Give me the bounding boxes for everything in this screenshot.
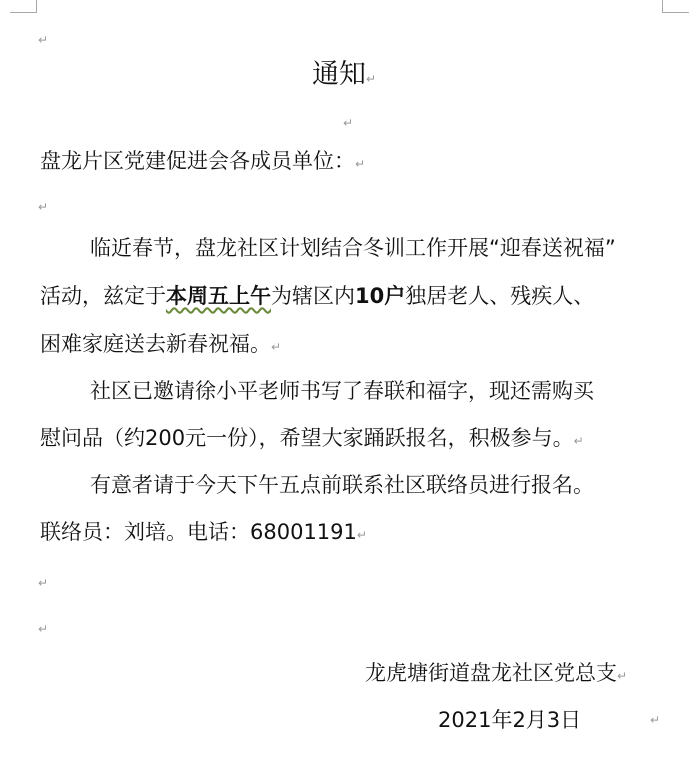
paragraph-1-line-1[interactable]: 临近春节，盘龙社区计划结合冬训工作开展“迎春送祝福” [90, 236, 616, 260]
paragraph-3-line-1[interactable]: 有意者请于今天下午五点前联系社区联络员进行报名。 [90, 473, 594, 497]
margin-corner-top-right [662, 0, 689, 13]
paragraph-mark: ↵ [343, 116, 354, 130]
paragraph-1-line-3[interactable]: 困难家庭送去新春祝福。↵ [40, 332, 282, 356]
salutation[interactable]: 盘龙片区党建促进会各成员单位：↵ [40, 149, 366, 173]
paragraph-2-line-2[interactable]: 慰问品（约200元一份），希望大家踊跃报名，积极参与。↵ [40, 426, 584, 450]
paragraph-mark: ↵ [38, 576, 49, 590]
signature-organization[interactable]: 龙虎塘街道盘龙社区党总支↵ [365, 661, 628, 685]
paragraph-1-line-2[interactable]: 活动，兹定于本周五上午为辖区内10户独居老人、残疾人、 [40, 284, 595, 308]
paragraph-mark: ↵ [366, 72, 377, 86]
paragraph-mark: ↵ [271, 340, 282, 354]
paragraph-mark: ↵ [356, 528, 367, 542]
paragraph-mark: ↵ [617, 669, 628, 683]
paragraph-mark: ↵ [355, 157, 366, 171]
paragraph-mark: ↵ [38, 622, 49, 636]
paragraph-3-line-2[interactable]: 联络员：刘培。电话：68001191↵ [40, 520, 367, 544]
margin-corner-top-left [10, 0, 37, 13]
paragraph-mark: ↵ [650, 713, 661, 727]
paragraph-mark: ↵ [573, 434, 584, 448]
document-title[interactable]: 通知↵ [312, 59, 377, 90]
event-time-highlight: 本周五上午 [166, 284, 271, 308]
paragraph-2-line-1[interactable]: 社区已邀请徐小平老师书写了春联和福字，现还需购买 [90, 379, 594, 403]
signature-date[interactable]: 2021年2月3日 [438, 708, 582, 732]
household-count-highlight: 10户 [355, 284, 406, 308]
paragraph-mark: ↵ [38, 200, 49, 214]
paragraph-mark: ↵ [38, 33, 49, 47]
